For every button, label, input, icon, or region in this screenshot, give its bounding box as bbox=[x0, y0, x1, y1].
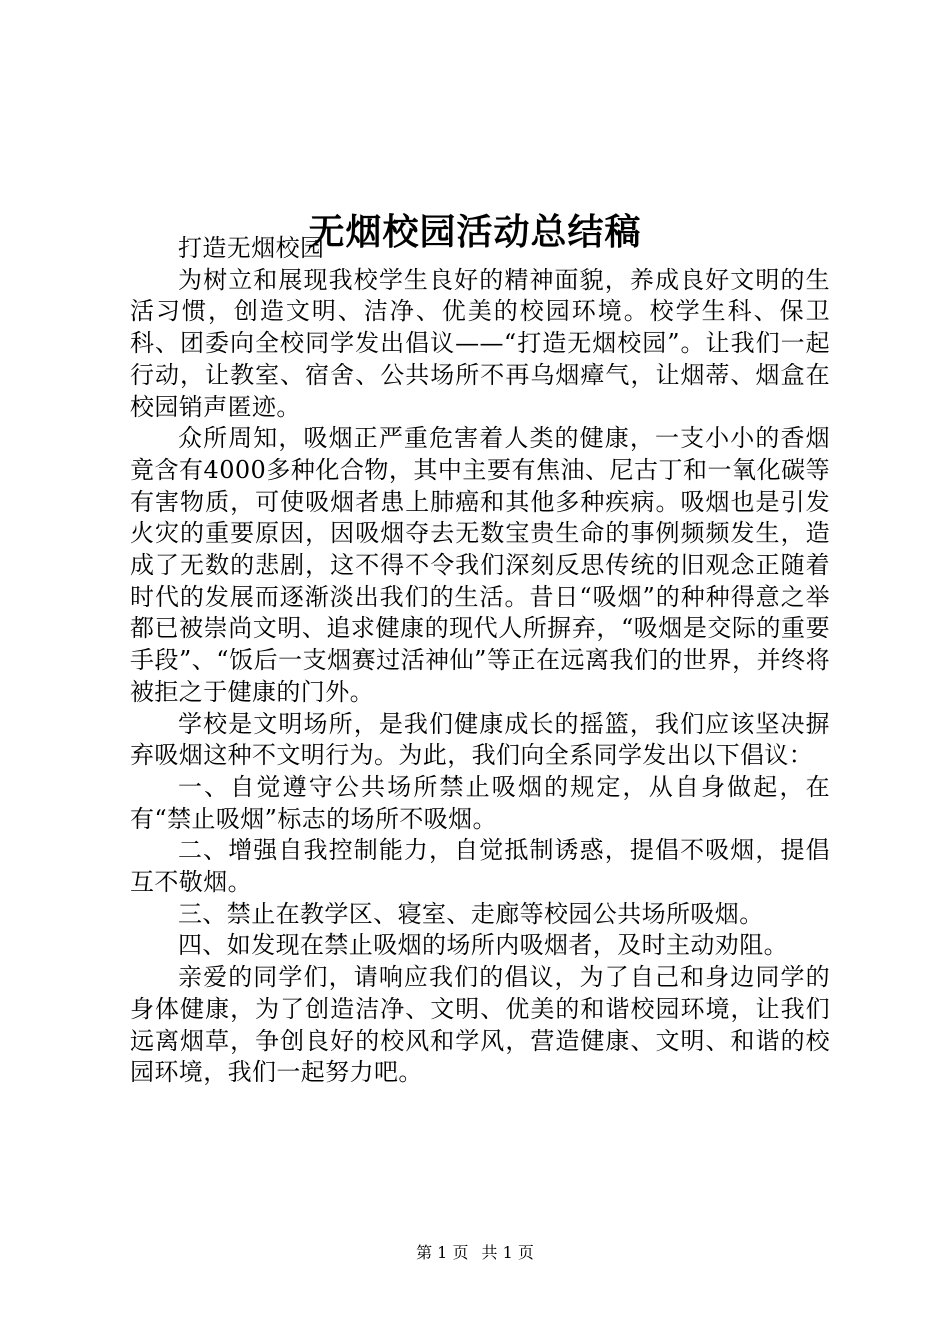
paragraph-school-proposal: 学校是文明场所，是我们健康成长的摇篮，我们应该坚决摒弃吸烟这种不文明行为。为此，我们向全系同学发出以下倡议： bbox=[130, 709, 830, 770]
paragraph-heading: 打造无烟校园 bbox=[178, 234, 325, 262]
page-footer bbox=[0, 1241, 950, 1265]
document-body bbox=[130, 233, 830, 1089]
document-title: 无烟校园活动总结稿 bbox=[308, 211, 642, 254]
page-total: 共 1 页 bbox=[481, 1243, 534, 1262]
proposal-item-3: 三、禁止在教学区、寝室、走廊等校园公共场所吸烟。 bbox=[178, 899, 764, 928]
proposal-item-2: 二、增强自我控制能力，自觉抵制诱惑，提倡不吸烟，提倡互不敬烟。 bbox=[130, 836, 830, 897]
paragraph-closing: 亲爱的同学们，请响应我们的倡议，为了自己和身边同学的身体健康，为了创造洁净、文明、优美的和谐校园环境，让我们远离烟草，争创良好的校风和学风，营造健康、文明、和谐的校园环境，我们一起努力吧。 bbox=[130, 963, 830, 1087]
proposal-item-1: 一、自觉遵守公共场所禁止吸烟的规定，从自身做起，在有“禁止吸烟”标志的场所不吸烟。 bbox=[130, 772, 830, 833]
paragraph-intro: 为树立和展现我校学生良好的精神面貌，养成良好文明的生活习惯，创造文明、洁净、优美的校园环境。校学生科、保卫科、团委向全校同学发出倡议——“打造无烟校园”。让我们一起行动，让教室、宿舍、公共场所不再乌烟瘴气，让烟蒂、烟盒在校园销声匿迹。 bbox=[130, 265, 830, 421]
proposal-item-4: 四、如发现在禁止吸烟的场所内吸烟者，及时主动劝阻。 bbox=[178, 931, 788, 960]
paragraph-health-hazards: 众所周知，吸烟正严重危害着人类的健康，一支小小的香烟竟含有4000多种化合物，其中主要有焦油、尼古丁和一氧化碳等有害物质，可使吸烟者患上肺癌和其他多种疾病。吸烟也是引发火灾的重要原因，因吸烟夺去无数宝贵生命的事例频频发生，造成了无数的悲剧，这不得不令我们深刻反思传统的旧观念正随着时代的发展而逐渐淡出我们的生活。昔日“吸烟”的种种得意之举都已被崇尚文明、追求健康的现代人所摒弃，“吸烟是交际的重要手段”、“饭后一支烟赛过活神仙”等正在远离我们的世界，并终将被拒之于健康的门外。 bbox=[130, 424, 830, 706]
page-number: 第 1 页 bbox=[416, 1243, 469, 1262]
